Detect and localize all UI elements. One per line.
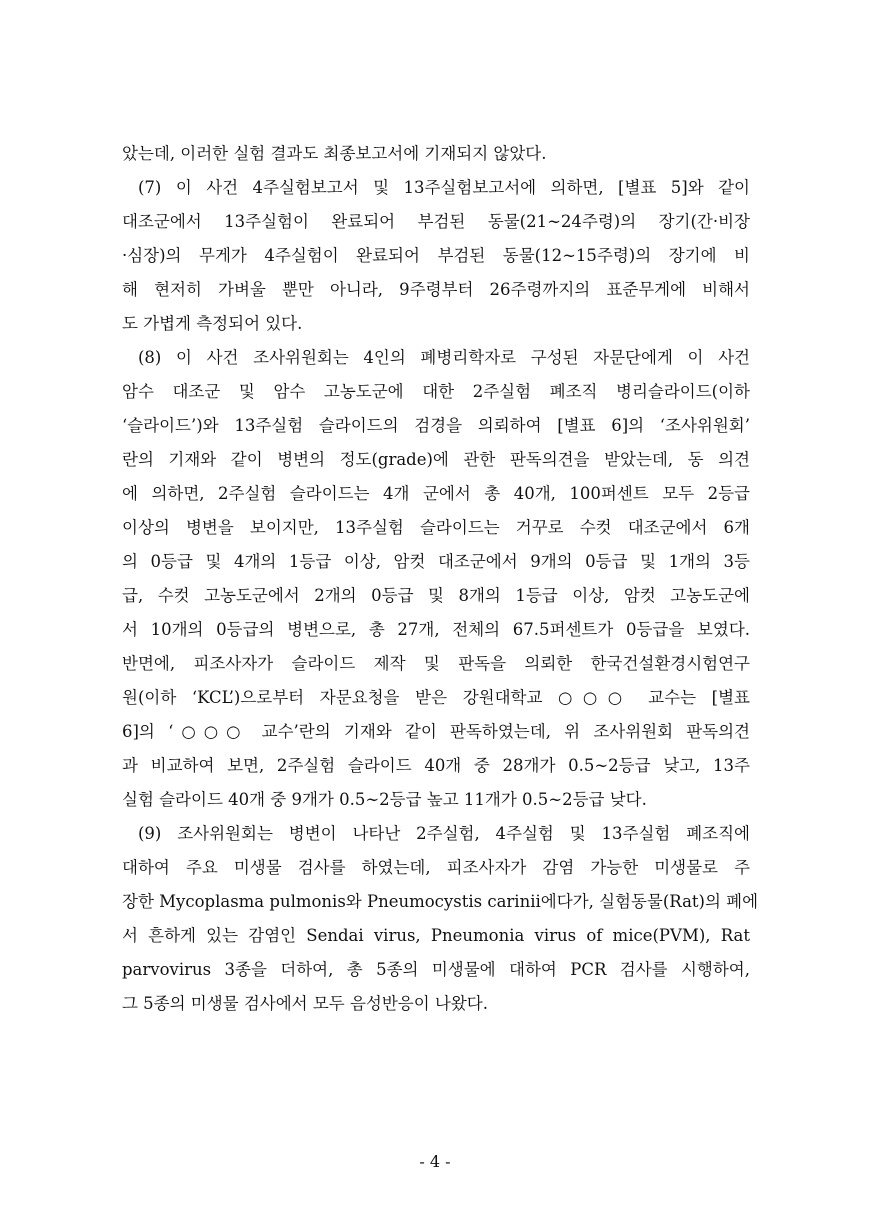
text-line: 실험 슬라이드 40개 중 9개가 0.5∼2등급 높고 11개가 0.5∼2등급 낮다. xyxy=(122,790,647,809)
text-line: 그 5종의 미생물 검사에서 모두 음성반응이 나왔다. xyxy=(122,994,488,1013)
text-line: 란의 기재와 같이 병변의 정도(grade)에 관한 판독의견을 받았는데, 동 의견 xyxy=(122,450,750,469)
text-line: 급, 수컷 고농도군에서 2개의 0등급 및 8개의 1등급 이상, 암컷 고농도군에 xyxy=(122,586,750,605)
text-line: 았는데, 이러한 실험 결과도 최종보고서에 기재되지 않았다. xyxy=(122,144,547,163)
text-line: ·심장)의 무게가 4주실험이 완료되어 부검된 동물(12∼15주령)의 장기에 비 xyxy=(122,246,750,265)
text-line: 의 0등급 및 4개의 1등급 이상, 암컷 대조군에서 9개의 0등급 및 1개의 3등 xyxy=(122,552,750,571)
text-line: 도 가볍게 측정되어 있다. xyxy=(122,314,303,333)
text-line: 해 현저히 가벼울 뿐만 아니라, 9주령부터 26주령까지의 표준무게에 비해서 xyxy=(122,280,750,299)
text-line: 과 비교하여 보면, 2주실험 슬라이드 40개 중 28개가 0.5∼2등급 낮고, 13주 xyxy=(122,756,750,775)
paragraph-9-line: (9) 조사위원회는 병변이 나타난 2주실험, 4주실험 및 13주실험 폐조직에 xyxy=(138,824,750,843)
text-line: 대조군에서 13주실험이 완료되어 부검된 동물(21∼24주령)의 장기(간·비장 xyxy=(122,212,750,231)
text-line: 대하여 주요 미생물 검사를 하였는데, 피조사자가 감염 가능한 미생물로 주 xyxy=(122,858,750,877)
text-line: 반면에, 피조사자가 슬라이드 제작 및 판독을 의뢰한 한국건설환경시험연구 xyxy=(122,654,750,673)
text-line: 서 10개의 0등급의 병변으로, 총 27개, 전체의 67.5퍼센트가 0등급을 보였다. xyxy=(122,620,750,639)
text-line: 원(이하 ‘KCL’)으로부터 자문요청을 받은 강원대학교 ○○○ 교수는 [별표 xyxy=(122,688,750,707)
text-line: 이상의 병변을 보이지만, 13주실험 슬라이드는 거꾸로 수컷 대조군에서 6개 xyxy=(122,518,750,537)
paragraph-8-line: (8) 이 사건 조사위원회는 4인의 폐병리학자로 구성된 자문단에게 이 사건 xyxy=(138,348,750,367)
text-line: 에 의하면, 2주실험 슬라이드는 4개 군에서 총 40개, 100퍼센트 모두 2등급 xyxy=(122,484,750,503)
text-line: parvovirus 3종을 더하여, 총 5종의 미생물에 대하여 PCR 검사를 시행하여, xyxy=(122,960,750,979)
text-line: 6]의 ‘○○○ 교수’란의 기재와 같이 판독하였는데, 위 조사위원회 판독의견 xyxy=(122,722,750,741)
text-line: ‘슬라이드’)와 13주실험 슬라이드의 검경을 의뢰하여 [별표 6]의 ‘조사위원회’ xyxy=(122,416,750,435)
text-line: 서 흔하게 있는 감염인 Sendai virus, Pneumonia virus of mice(PVM), Rat xyxy=(122,926,750,945)
text-line: 장한 Mycoplasma pulmonis와 Pneumocystis carinii에다가, 실험동물(Rat)의 폐에 xyxy=(122,892,759,911)
page-number: - 4 - xyxy=(419,1152,451,1171)
text-line: 암수 대조군 및 암수 고농도군에 대한 2주실험 폐조직 병리슬라이드(이하 xyxy=(122,382,750,401)
paragraph-7-line: (7) 이 사건 4주실험보고서 및 13주실험보고서에 의하면, [별표 5]와 같이 xyxy=(138,178,750,197)
